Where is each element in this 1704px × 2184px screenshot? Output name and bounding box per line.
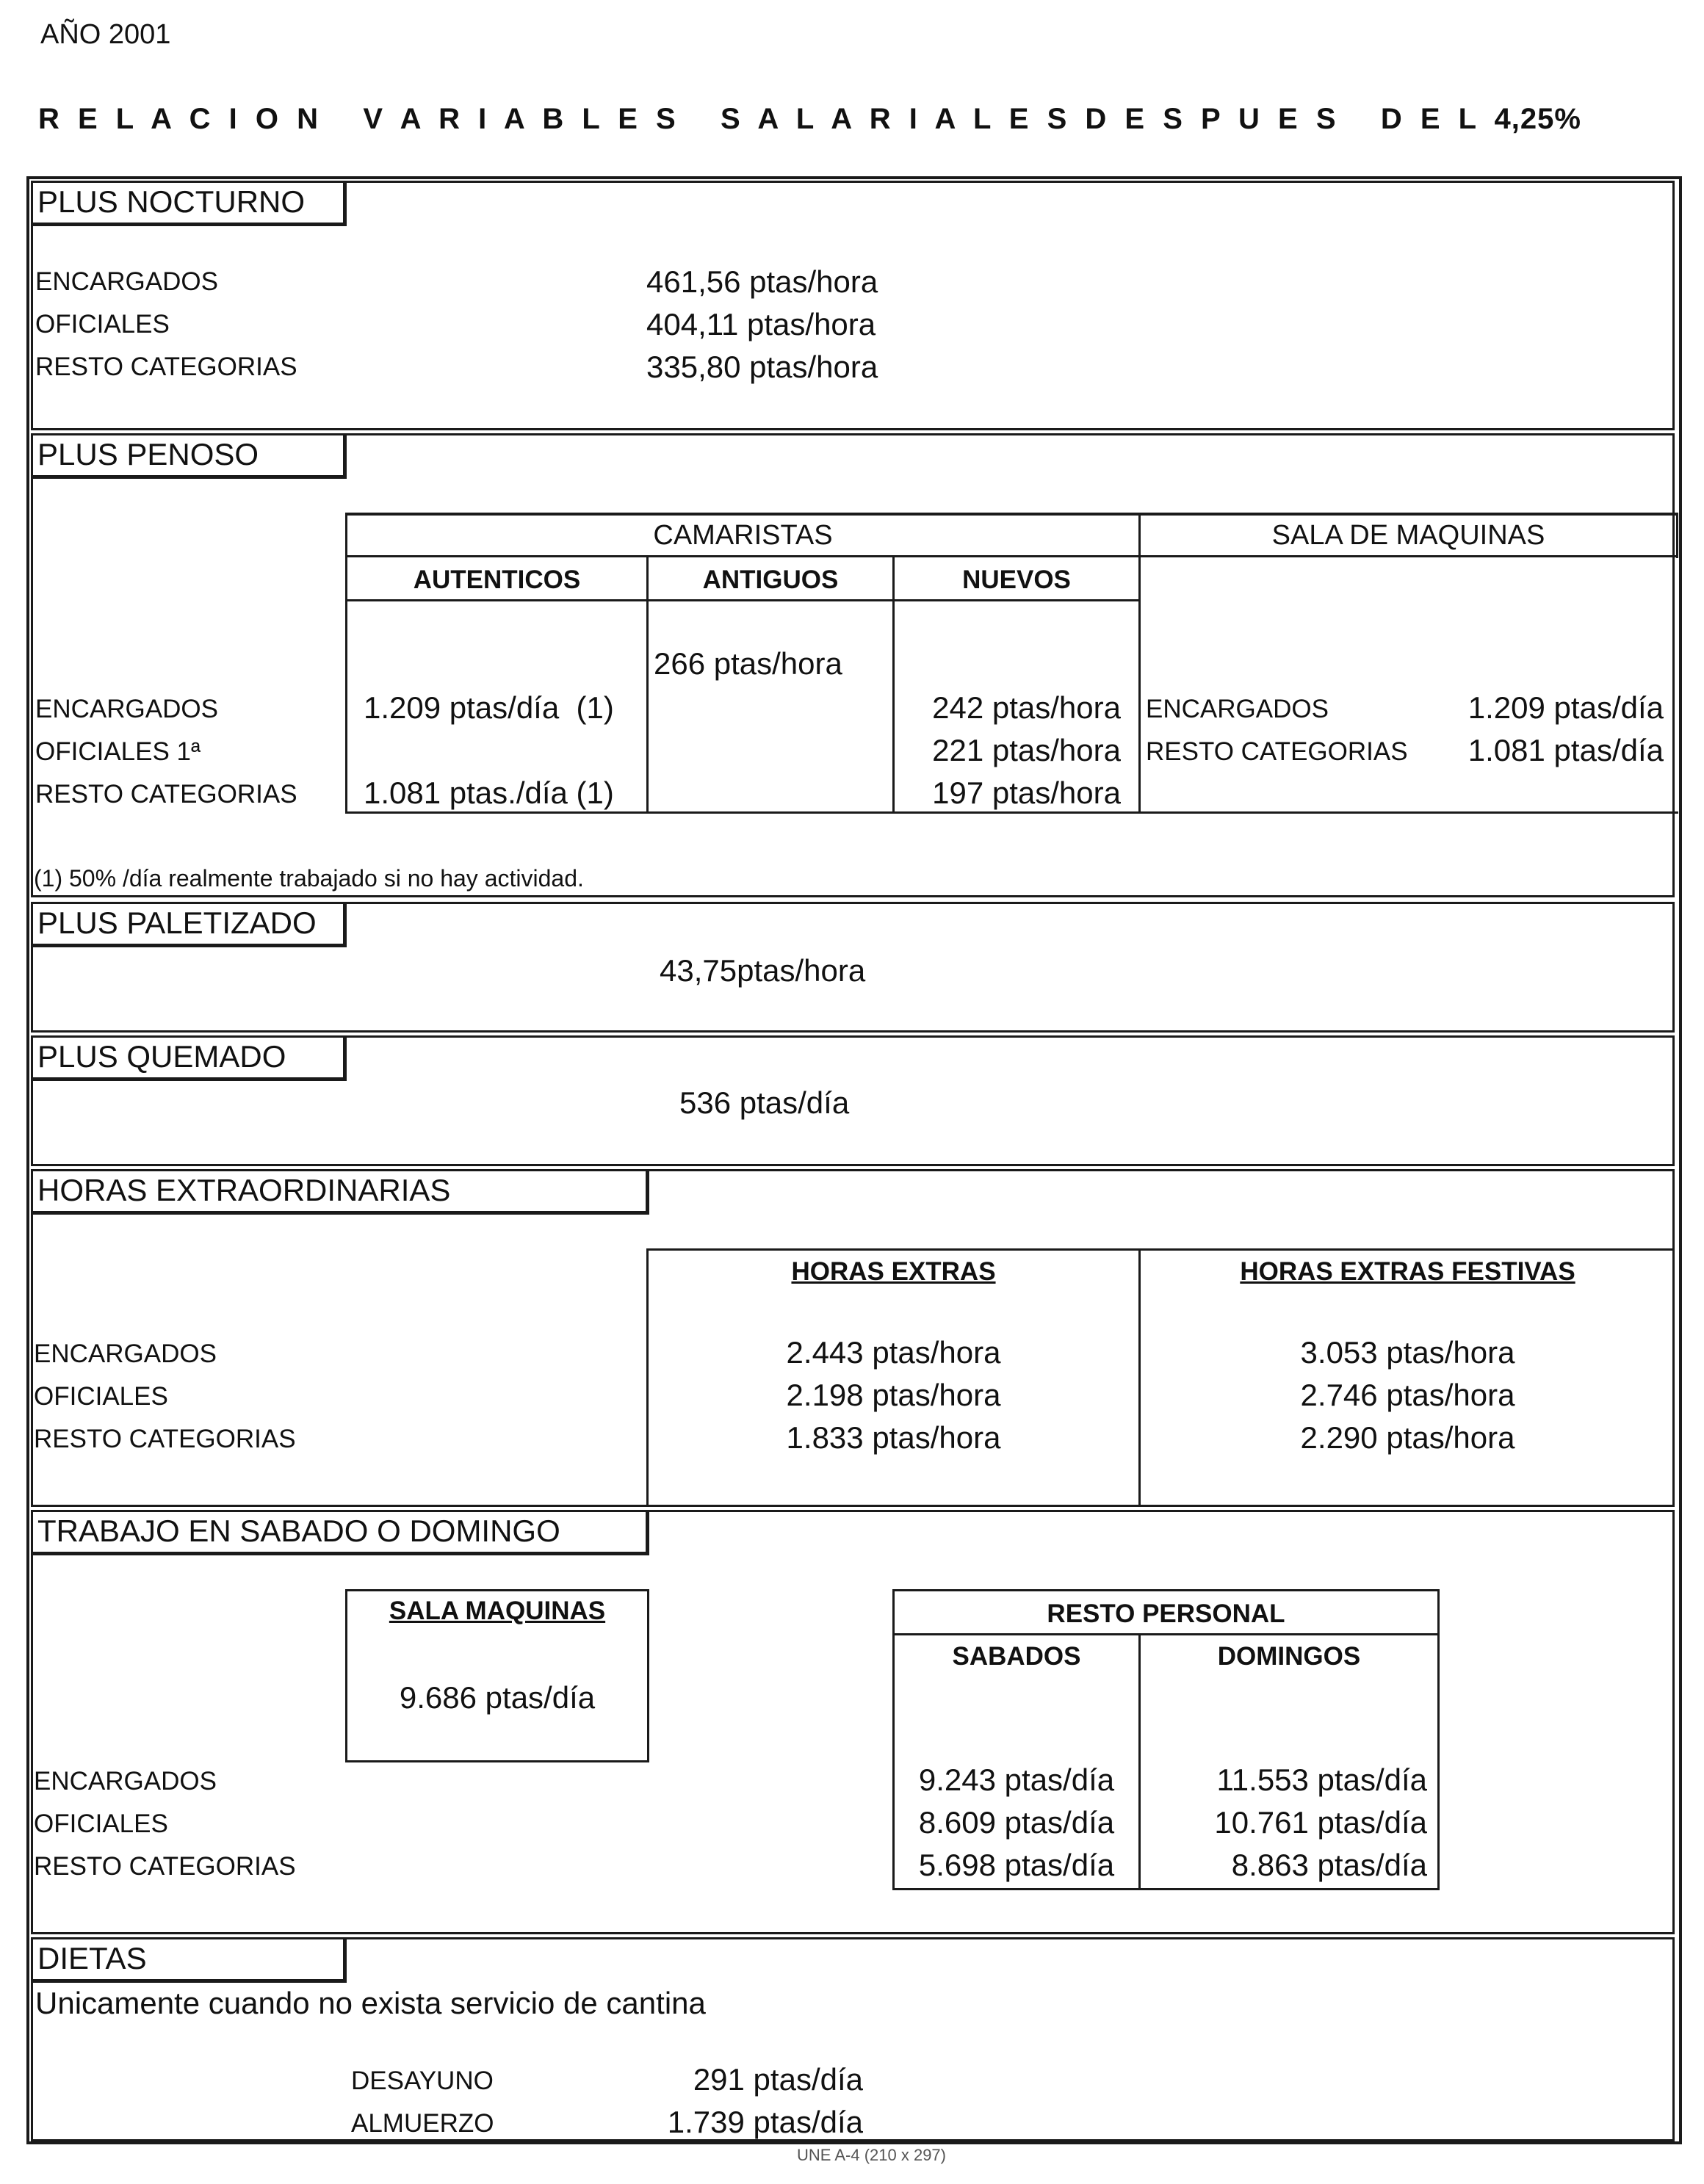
penoso-grid-bottom — [345, 811, 1678, 814]
penoso-nuevos-encargados: 242 ptas/hora — [932, 690, 1121, 725]
penoso-nuevos-oficiales: 221 ptas/hora — [932, 733, 1121, 767]
penoso-grid-line3 — [345, 599, 1140, 601]
heading-plus-paletizado: PLUS PALETIZADO — [31, 902, 347, 947]
penoso-col-nuevos: NUEVOS — [962, 565, 1071, 594]
heading-plus-penoso: PLUS PENOSO — [31, 433, 347, 479]
dietas-note: Unicamente cuando no exista servicio de cantina — [35, 1986, 706, 2020]
dietas-label-desayuno: DESAYUNO — [351, 2067, 494, 2095]
resto-personal-line — [892, 1633, 1440, 1635]
sabado-label-encargados: ENCARGADOS — [34, 1767, 217, 1796]
dietas-value-almuerzo: 1.739 ptas/día — [667, 2105, 863, 2139]
sabados-oficiales: 8.609 ptas/día — [918, 1805, 1115, 1840]
page-title — [38, 103, 1581, 136]
horas-extras-encargados: 2.443 ptas/hora — [786, 1335, 1001, 1370]
penoso-camaristas-header: CAMARISTAS — [653, 520, 833, 551]
sabado-label-oficiales: OFICIALES — [34, 1809, 168, 1838]
penoso-sala-label-encargados: ENCARGADOS — [1146, 695, 1329, 723]
nocturno-value-encargados: 461,56 ptas/hora — [646, 264, 878, 299]
horas-label-encargados: ENCARGADOS — [34, 1339, 217, 1368]
penoso-grid-top — [345, 513, 1678, 516]
penoso-sala-label-resto: RESTO CATEGORIAS — [1146, 737, 1408, 766]
year-label: AÑO 2001 — [40, 19, 171, 50]
penoso-sala-header: SALA DE MAQUINAS — [1271, 520, 1545, 551]
penoso-grid-line2 — [345, 555, 1678, 557]
penoso-col-autenticos: AUTENTICOS — [413, 565, 581, 594]
title-percentage: 4,25% — [1494, 103, 1581, 135]
sala-maquinas-value: 9.686 ptas/día — [399, 1680, 596, 1715]
penoso-nuevos-resto: 197 ptas/hora — [932, 775, 1121, 810]
horas-extras-oficiales: 2.198 ptas/hora — [786, 1378, 1001, 1412]
heading-plus-nocturno: PLUS NOCTURNO — [31, 181, 347, 226]
horas-grid-top — [646, 1248, 1675, 1251]
resto-col-sabados: SABADOS — [952, 1642, 1081, 1671]
horas-label-resto: RESTO CATEGORIAS — [34, 1425, 296, 1453]
section-plus-penoso — [31, 433, 1675, 897]
domingos-encargados: 11.553 ptas/día — [1216, 1762, 1427, 1797]
sabado-label-resto: RESTO CATEGORIAS — [34, 1852, 296, 1881]
penoso-sala-value-encargados: 1.209 ptas/día — [1467, 690, 1664, 725]
penoso-sala-value-resto: 1.081 ptas/día — [1467, 733, 1664, 767]
penoso-grid-v4 — [1138, 513, 1141, 814]
penoso-label-encargados: ENCARGADOS — [35, 695, 218, 723]
penoso-footnote: (1) 50% /día realmente trabajado si no hay actividad. — [34, 865, 584, 892]
horas-festivas-resto: 2.290 ptas/hora — [1300, 1420, 1515, 1455]
heading-sabado-domingo: TRABAJO EN SABADO O DOMINGO — [31, 1510, 649, 1555]
sabados-encargados: 9.243 ptas/día — [918, 1762, 1115, 1797]
heading-dietas: DIETAS — [31, 1937, 347, 1983]
penoso-label-oficiales: OFICIALES 1ª — [35, 737, 201, 766]
sala-maquinas-heading: SALA MAQUINAS — [389, 1597, 606, 1625]
nocturno-label-oficiales: OFICIALES — [35, 310, 170, 339]
horas-festivas-encargados: 3.053 ptas/hora — [1300, 1335, 1515, 1370]
penoso-col-antiguos: ANTIGUOS — [702, 565, 839, 594]
dietas-label-almuerzo: ALMUERZO — [351, 2109, 494, 2138]
heading-plus-quemado: PLUS QUEMADO — [31, 1035, 347, 1081]
horas-festivas-oficiales: 2.746 ptas/hora — [1300, 1378, 1515, 1412]
penoso-grid-v5 — [1676, 513, 1678, 558]
horas-col-festivas: HORAS EXTRAS FESTIVAS — [1240, 1257, 1575, 1286]
title-text: R E L A C I O N V A R I A B L E S S A L A R I A L E S D E S P U E S D E L — [38, 103, 1481, 135]
nocturno-label-resto: RESTO CATEGORIAS — [35, 352, 297, 381]
domingos-resto: 8.863 ptas/día — [1231, 1848, 1427, 1882]
penoso-autenticos-resto: 1.081 ptas./día (1) — [364, 775, 614, 810]
footer-paper-format: UNE A-4 (210 x 297) — [797, 2146, 946, 2164]
horas-extras-resto: 1.833 ptas/hora — [786, 1420, 1001, 1455]
heading-horas-extra: HORAS EXTRAORDINARIAS — [31, 1169, 649, 1215]
paletizado-value: 43,75ptas/hora — [660, 953, 866, 988]
sabados-resto: 5.698 ptas/día — [918, 1848, 1115, 1882]
penoso-grid-v1 — [345, 513, 347, 814]
nocturno-value-oficiales: 404,11 ptas/hora — [646, 307, 876, 341]
domingos-oficiales: 10.761 ptas/día — [1214, 1805, 1427, 1840]
dietas-value-desayuno: 291 ptas/día — [693, 2062, 863, 2097]
nocturno-value-resto: 335,80 ptas/hora — [646, 350, 878, 384]
penoso-autenticos-encargados: 1.209 ptas/día (1) — [364, 690, 614, 725]
resto-personal-heading: RESTO PERSONAL — [1047, 1599, 1285, 1628]
quemado-value: 536 ptas/día — [679, 1085, 850, 1120]
penoso-antiguos-value: 266 ptas/hora — [654, 646, 842, 681]
penoso-label-resto: RESTO CATEGORIAS — [35, 780, 297, 809]
horas-col-extras: HORAS EXTRAS — [791, 1257, 996, 1286]
resto-col-domingos: DOMINGOS — [1217, 1642, 1361, 1671]
horas-label-oficiales: OFICIALES — [34, 1382, 168, 1411]
nocturno-label-encargados: ENCARGADOS — [35, 267, 218, 296]
